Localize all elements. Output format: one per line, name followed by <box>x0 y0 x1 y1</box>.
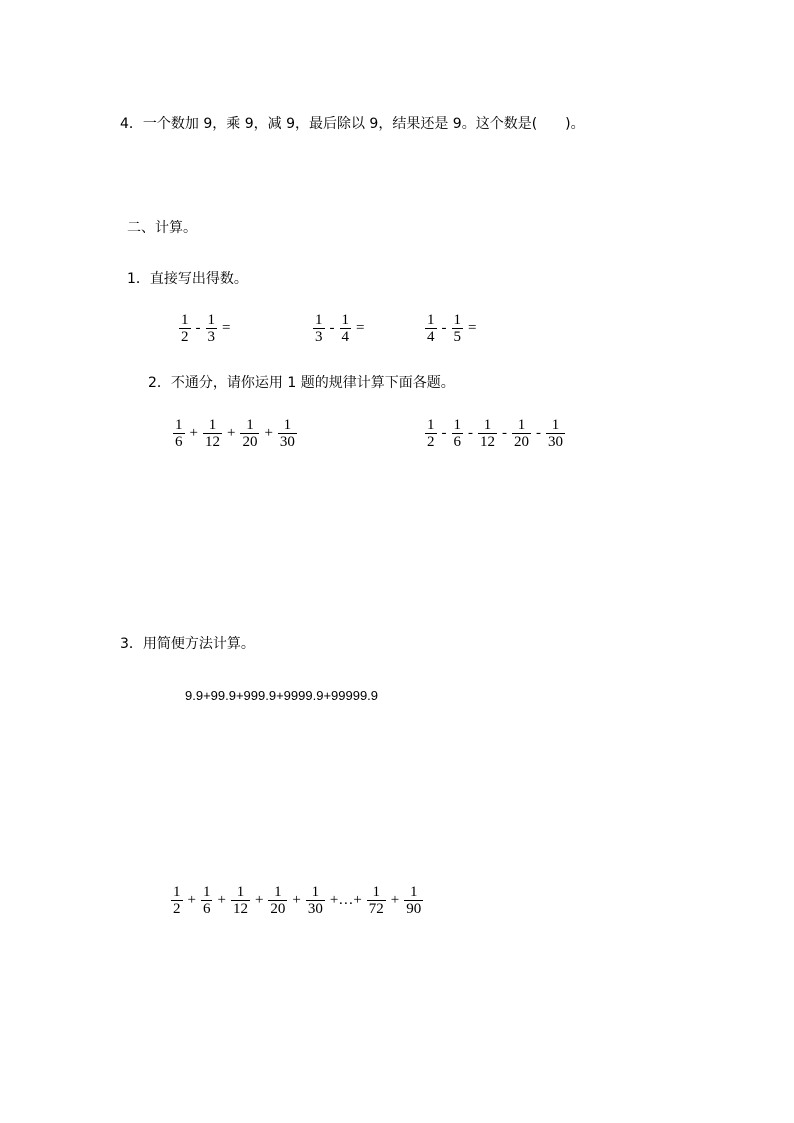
operator: +…+ <box>329 892 362 908</box>
direct-expr-2 <box>312 312 368 345</box>
fraction: $\frac{1}{2}$ <box>427 417 435 450</box>
operator: - <box>441 320 447 336</box>
operator: + <box>254 892 264 908</box>
equals-sign: = <box>222 320 231 336</box>
operator: + <box>217 892 226 908</box>
item-2-instruction: 2．不通分，请你运用 1 题的规律计算下面各题。 <box>148 375 455 391</box>
operator: + <box>226 425 236 441</box>
section-2-heading: 二、计算。 <box>127 220 197 236</box>
equals-sign: = <box>356 320 365 336</box>
operator: - <box>329 320 335 336</box>
operator: + <box>292 892 301 908</box>
question-4: 4．一个数加 9，乘 9，减 9，最后除以 9，结果还是 9。这个数是( )。 <box>120 116 585 132</box>
decimal-expression: 9.9+99.9+999.9+9999.9+99999.9 <box>185 688 379 703</box>
fraction: $\frac{1}{3}$ <box>315 312 323 345</box>
sum-c-expression <box>170 884 424 917</box>
fraction: $\frac{1}{12}$ <box>480 417 495 450</box>
fraction: $\frac{1}{4}$ <box>341 312 349 345</box>
operator: - <box>502 425 507 441</box>
fraction: $\frac{1}{30}$ <box>548 417 563 450</box>
item-3-instruction: 3．用简便方法计算。 <box>120 636 255 652</box>
fraction: $\frac{1}{4}$ <box>427 312 435 345</box>
operator: - <box>536 425 541 441</box>
equals-sign: = <box>468 320 477 336</box>
operator: + <box>390 892 400 908</box>
fraction: $\frac{1}{90}$ <box>406 884 422 917</box>
fraction: $\frac{1}{12}$ <box>204 417 220 450</box>
fraction: $\frac{1}{3}$ <box>207 312 215 345</box>
item-1-instruction: 1．直接写出得数。 <box>127 271 248 287</box>
sum-a-expression <box>172 417 298 450</box>
operator: + <box>264 425 273 441</box>
operator: - <box>468 425 473 441</box>
direct-expr-1 <box>178 312 234 345</box>
fraction: $\frac{1}{6}$ <box>453 417 461 450</box>
operator: + <box>187 892 196 908</box>
fraction: $\frac{1}{2}$ <box>181 312 189 345</box>
sum-b-expression <box>424 417 566 450</box>
fraction: $\frac{1}{20}$ <box>270 884 286 917</box>
fraction: $\frac{1}{12}$ <box>232 884 248 917</box>
fraction: $\frac{1}{6}$ <box>175 417 183 450</box>
fraction: $\frac{1}{20}$ <box>514 417 529 450</box>
fraction: $\frac{1}{30}$ <box>307 884 323 917</box>
direct-expr-3 <box>424 312 480 345</box>
fraction: $\frac{1}{2}$ <box>173 884 181 917</box>
operator: - <box>195 320 201 336</box>
operator: + <box>189 425 198 441</box>
fraction: $\frac{1}{30}$ <box>279 417 295 450</box>
fraction: $\frac{1}{6}$ <box>202 884 211 917</box>
operator: - <box>441 425 447 441</box>
fraction: $\frac{1}{5}$ <box>453 312 461 345</box>
fraction: $\frac{1}{20}$ <box>242 417 258 450</box>
fraction: $\frac{1}{72}$ <box>368 884 384 917</box>
